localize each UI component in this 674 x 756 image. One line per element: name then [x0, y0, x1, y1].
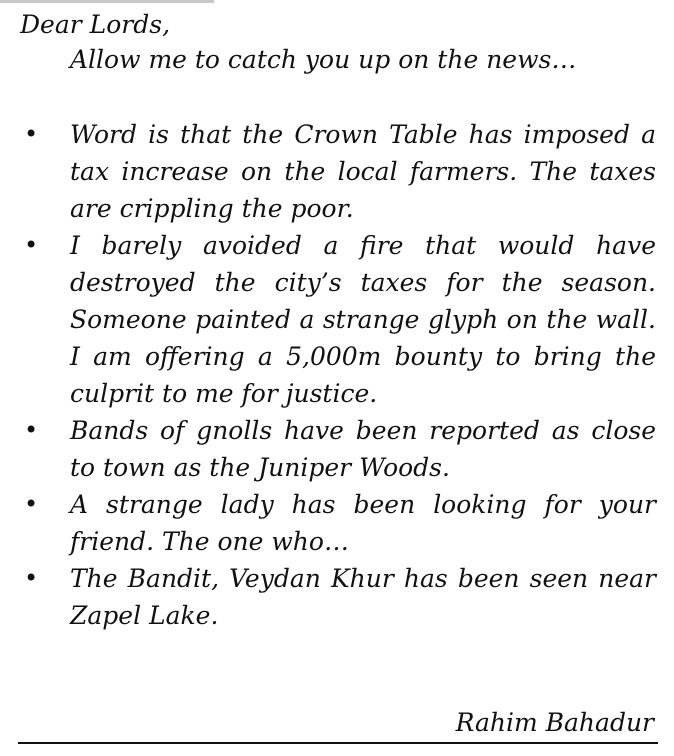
signature: Rahim Bahadur [455, 708, 654, 737]
news-item-text: The Bandit, Veydan Khur has been seen near Zapel Lake. [70, 564, 656, 630]
news-item-1 [20, 116, 656, 227]
top-divider [0, 0, 214, 3]
bottom-divider [18, 742, 658, 744]
news-item-3 [20, 412, 656, 486]
bullet-icon: • [24, 490, 39, 518]
news-item-text: A strange lady has been looking for your friend. The one who… [70, 490, 656, 556]
news-item-4 [20, 486, 656, 560]
news-item-2 [20, 227, 656, 412]
news-list [20, 116, 656, 634]
bullet-icon: • [24, 120, 39, 148]
salutation: Dear Lords, [20, 10, 171, 39]
bullet-icon: • [24, 416, 39, 444]
news-item-5 [20, 560, 656, 634]
news-item-text: Bands of gnolls have been reported as close to town as the Juniper Woods. [70, 416, 656, 482]
bullet-icon: • [24, 564, 39, 592]
news-item-text: I barely avoided a fire that would have destroyed the city’s taxes for the season. Someone painted a strange glyph on the wall. I am offering a 5,000m bounty to bring the culprit to me for justice. [70, 231, 656, 408]
intro-paragraph: Allow me to catch you up on the news… [70, 45, 577, 74]
news-item-text: Word is that the Crown Table has imposed a tax increase on the local farmers. The taxes are crippling the poor. [70, 120, 656, 223]
bullet-icon: • [24, 231, 39, 259]
